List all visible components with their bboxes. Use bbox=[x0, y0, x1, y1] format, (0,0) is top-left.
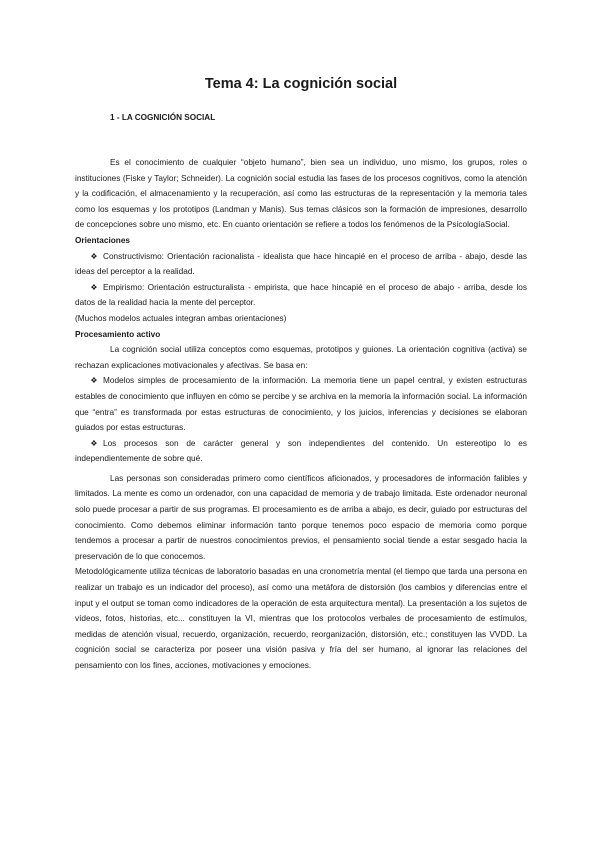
procesamiento-paragraph-2: Metodológicamente utiliza técnicas de laboratorio basadas en una cronometría mental (el tiempo que tarda una persona en realizar un trabajo es un indicador del proceso), así como una metáfora de distorsión (los cambios y diferencias entre el input y el output se toman como indicadores de la operación de esta arquitectura mental). La presentación a los sujetos de vídeos, fotos, historias, etc... constituyen la VI, mientras que los protocolos verbales de procesamiento de estímulos, medidas de atención visual, recuerdo, organización, recuerdo, reorganización, distorsión, etc.; constituyen las VVDD. La cognición social se caracteriza por poseer una visión pasiva y fría del ser humano, al ignorar las relaciones del pensamiento con los fines, acciones, motivaciones y emociones. bbox=[75, 567, 527, 670]
orientaciones-heading: Orientaciones bbox=[75, 235, 131, 245]
orientaciones-item: ❖ Constructivismo: Orientación racionalista - idealista que hace hincapié en el proceso de arriba - abajo, desde las ideas del perceptor a la realidad. bbox=[75, 249, 527, 280]
procesamiento-intro: La cognición social utiliza conceptos como esquemas, prototipos y guiones. La orientación cognitiva (activa) se rechazan explicaciones motivacionales y afectivas. Se basa en: bbox=[75, 345, 527, 370]
intro-paragraph: Es el conocimiento de cualquier “objeto humano”, bien sea un individuo, uno mismo, los grupos, roles o instituciones (Fiske y Taylor; Schneider). La cognición social estudia las fases de los procesos cognitivos, como la atención y la codificación, el almacenamiento y la recuperación, así como las estructuras de la representación y la memoria tales como los esquemas y los prototipos (Landman y Manis). Sus temas clásicos son la formación de impresiones, desarrollo de concepciones sobre uno mismo, etc. En cuanto orientación se refiere a todos los fenómenos de la PsicologíaSocial. bbox=[75, 158, 527, 230]
section-heading: 1 - LA COGNICIÓN SOCIAL bbox=[110, 113, 216, 122]
diamond-bullet-icon: ❖ bbox=[90, 282, 98, 292]
page-title: Tema 4: La cognición social bbox=[204, 76, 398, 92]
orientaciones-item: ❖ Empirismo: Orientación estructuralista - empirista, que hace hincapié en el proceso de abajo - arriba, desde los datos de la realidad hacia la mente del perceptor. bbox=[75, 280, 527, 311]
procesamiento-paragraph-1: Las personas son consideradas primero como científicos aficionados, y procesadores de información falibles y limitados. La mente es como un ordenador, con una capacidad de memoria y de trabajo limitada. Este ordenador neuronal solo puede procesar a partir de sus programas. El procesamiento es de arriba a abajo, es decir, guiado por estructuras del conocimiento. Como debemos eliminar información tanto porque tenemos poco espacio de memoria como porque tendemos a procesar a partir de nuestros conocimientos previos, el pensamiento social tiende a estar sesgado hacia la preservación de lo que conocemos. bbox=[75, 473, 527, 561]
diamond-bullet-icon: ❖ bbox=[90, 251, 98, 261]
diamond-bullet-icon: ❖ bbox=[90, 376, 98, 386]
orientaciones-note: (Muchos modelos actuales integran ambas orientaciones) bbox=[75, 313, 287, 323]
procesamiento-heading: Procesamiento activo bbox=[75, 329, 161, 339]
document-body bbox=[75, 155, 527, 674]
procesamiento-item: ❖ Los procesos son de carácter general y son independientes del contenido. Un estereotipo lo es independientemente de sobre qué. bbox=[75, 436, 527, 467]
diamond-bullet-icon: ❖ bbox=[90, 438, 98, 448]
procesamiento-item: ❖ Modelos simples de procesamiento de la información. La memoria tiene un papel central, y existen estructuras estables de conocimiento que influyen en cómo se percibe y se archiva en la memoria la información social. La información que “entra” es transformada por estas estructuras de conocimiento, y los juicios, inferencias y decisiones se elaboran guiados por estas estructuras. bbox=[75, 373, 527, 435]
